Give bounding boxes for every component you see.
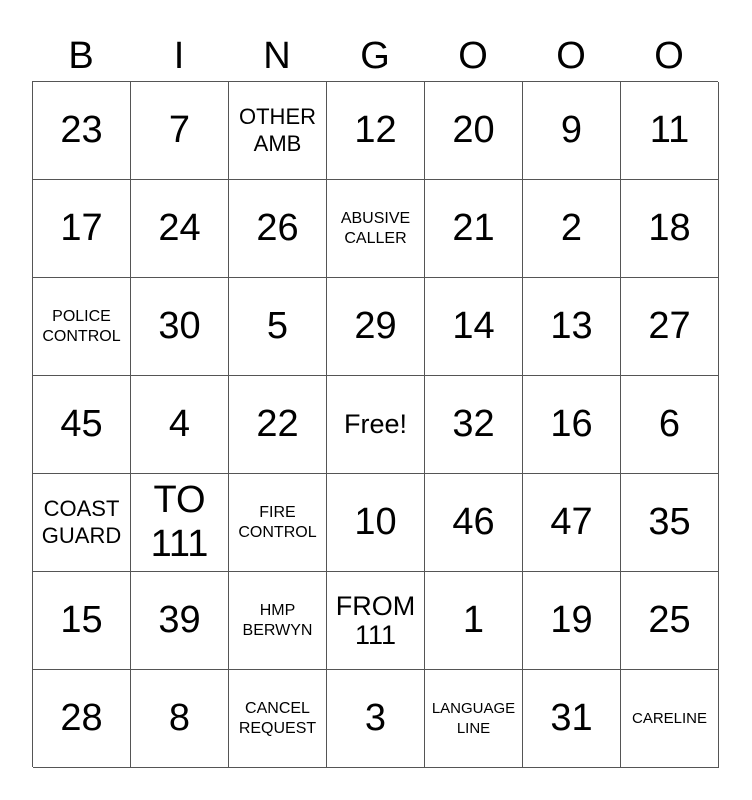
bingo-cell-label: 23 [60, 108, 103, 151]
bingo-cell-label: FROM 111 [335, 591, 416, 650]
bingo-cell[interactable] [33, 474, 131, 572]
bingo-cell-label: 10 [354, 500, 397, 543]
bingo-cell[interactable] [229, 278, 327, 376]
bingo-cell[interactable] [523, 474, 621, 572]
bingo-cell[interactable] [131, 278, 229, 376]
bingo-cell[interactable] [327, 572, 425, 670]
bingo-cell-label: 4 [168, 402, 191, 445]
bingo-cell-label: 31 [550, 696, 593, 739]
bingo-cell[interactable] [33, 82, 131, 180]
bingo-cell-label: 47 [550, 500, 593, 543]
bingo-cell-label: 1 [462, 598, 485, 641]
bingo-cell[interactable] [327, 278, 425, 376]
bingo-cell-label: 11 [649, 108, 690, 151]
bingo-cell[interactable] [131, 474, 229, 572]
bingo-cell-label: 39 [158, 598, 201, 641]
bingo-cell[interactable] [425, 572, 523, 670]
bingo-cell-label: TO 111 [150, 478, 209, 565]
bingo-cell[interactable] [327, 82, 425, 180]
bingo-cell-label: 29 [354, 304, 397, 347]
bingo-board [32, 81, 718, 767]
bingo-cell-label: CANCEL REQUEST [238, 699, 317, 737]
bingo-cell[interactable] [425, 82, 523, 180]
bingo-cell-label: 13 [550, 304, 593, 347]
bingo-cell[interactable] [327, 670, 425, 768]
bingo-cell-label: 9 [560, 108, 583, 151]
bingo-cell-label: 30 [158, 304, 201, 347]
bingo-cell[interactable] [131, 376, 229, 474]
bingo-cell[interactable] [229, 670, 327, 768]
bingo-cell-label: OTHER AMB [239, 104, 316, 156]
header-letter: O [458, 35, 488, 77]
bingo-cell[interactable] [621, 180, 719, 278]
bingo-cell[interactable] [523, 670, 621, 768]
bingo-cell[interactable] [229, 376, 327, 474]
header-letter: O [556, 35, 586, 77]
bingo-cell-label: 14 [452, 304, 495, 347]
bingo-cell-label: Free! [343, 409, 408, 440]
bingo-cell[interactable] [621, 474, 719, 572]
bingo-cell[interactable] [229, 180, 327, 278]
bingo-cell[interactable] [229, 474, 327, 572]
bingo-cell-label: 3 [364, 696, 387, 739]
bingo-cell-label: POLICE CONTROL [42, 307, 121, 345]
bingo-cell-label: 15 [60, 598, 103, 641]
bingo-cell-label: HMP BERWYN [242, 601, 313, 639]
bingo-cell-label: 2 [560, 206, 583, 249]
bingo-cell[interactable] [229, 572, 327, 670]
bingo-cell[interactable] [621, 670, 719, 768]
bingo-cell[interactable] [523, 180, 621, 278]
bingo-cell-label: 24 [158, 206, 201, 249]
bingo-cell[interactable] [621, 82, 719, 180]
bingo-cell-label: ABUSIVE CALLER [340, 209, 411, 247]
bingo-cell-label: 20 [452, 108, 495, 151]
bingo-cell[interactable] [425, 278, 523, 376]
bingo-cell[interactable] [229, 82, 327, 180]
bingo-cell[interactable] [33, 376, 131, 474]
bingo-cell[interactable] [33, 670, 131, 768]
header-letter: N [263, 35, 291, 77]
bingo-cell[interactable] [425, 670, 523, 768]
bingo-cell-label: 35 [648, 500, 691, 543]
bingo-cell-label: 8 [168, 696, 191, 739]
bingo-cell-label: 19 [550, 598, 593, 641]
bingo-cell-label: 22 [256, 402, 299, 445]
header-letter: B [68, 35, 94, 77]
bingo-cell-label: FIRE CONTROL [238, 503, 317, 541]
header-letter: O [654, 35, 684, 77]
bingo-cell[interactable] [425, 474, 523, 572]
bingo-cell[interactable] [131, 180, 229, 278]
bingo-cell-label: 17 [60, 206, 103, 249]
bingo-cell[interactable] [523, 82, 621, 180]
bingo-cell-label: 27 [648, 304, 691, 347]
bingo-cell[interactable] [523, 572, 621, 670]
bingo-cell-label: 45 [60, 402, 103, 445]
bingo-cell[interactable] [523, 376, 621, 474]
bingo-cell-label: COAST GUARD [41, 496, 122, 548]
bingo-cell[interactable] [33, 180, 131, 278]
bingo-cell-label: 21 [452, 206, 495, 249]
bingo-cell[interactable] [131, 572, 229, 670]
bingo-cell[interactable] [425, 180, 523, 278]
bingo-cell-label: 12 [354, 108, 397, 151]
bingo-cell[interactable] [523, 278, 621, 376]
bingo-cell-label: 7 [168, 108, 191, 151]
bingo-cell-label: 26 [256, 206, 299, 249]
bingo-cell[interactable] [33, 572, 131, 670]
bingo-cell-label: 28 [60, 696, 103, 739]
bingo-cell[interactable] [621, 278, 719, 376]
bingo-cell-label: 46 [452, 500, 495, 543]
header-letter: G [360, 35, 390, 77]
bingo-cell[interactable] [33, 278, 131, 376]
header-letter: I [173, 35, 185, 77]
bingo-cell[interactable] [425, 376, 523, 474]
bingo-cell[interactable] [327, 376, 425, 474]
bingo-cell-label: 32 [452, 402, 495, 445]
bingo-cell[interactable] [621, 572, 719, 670]
bingo-cell-label: 5 [266, 304, 289, 347]
bingo-cell-label: 16 [550, 402, 593, 445]
bingo-cell[interactable] [327, 474, 425, 572]
bingo-cell-label: 6 [658, 402, 681, 445]
bingo-cell[interactable] [131, 670, 229, 768]
bingo-cell-label: 18 [648, 206, 691, 249]
bingo-cell[interactable] [327, 180, 425, 278]
bingo-cell-label: 25 [648, 598, 691, 641]
bingo-cell-label: CARELINE [631, 709, 708, 727]
bingo-cell[interactable] [131, 82, 229, 180]
bingo-cell-label: LANGUAGE LINE [431, 700, 516, 737]
bingo-header [32, 30, 718, 82]
bingo-cell[interactable] [621, 376, 719, 474]
